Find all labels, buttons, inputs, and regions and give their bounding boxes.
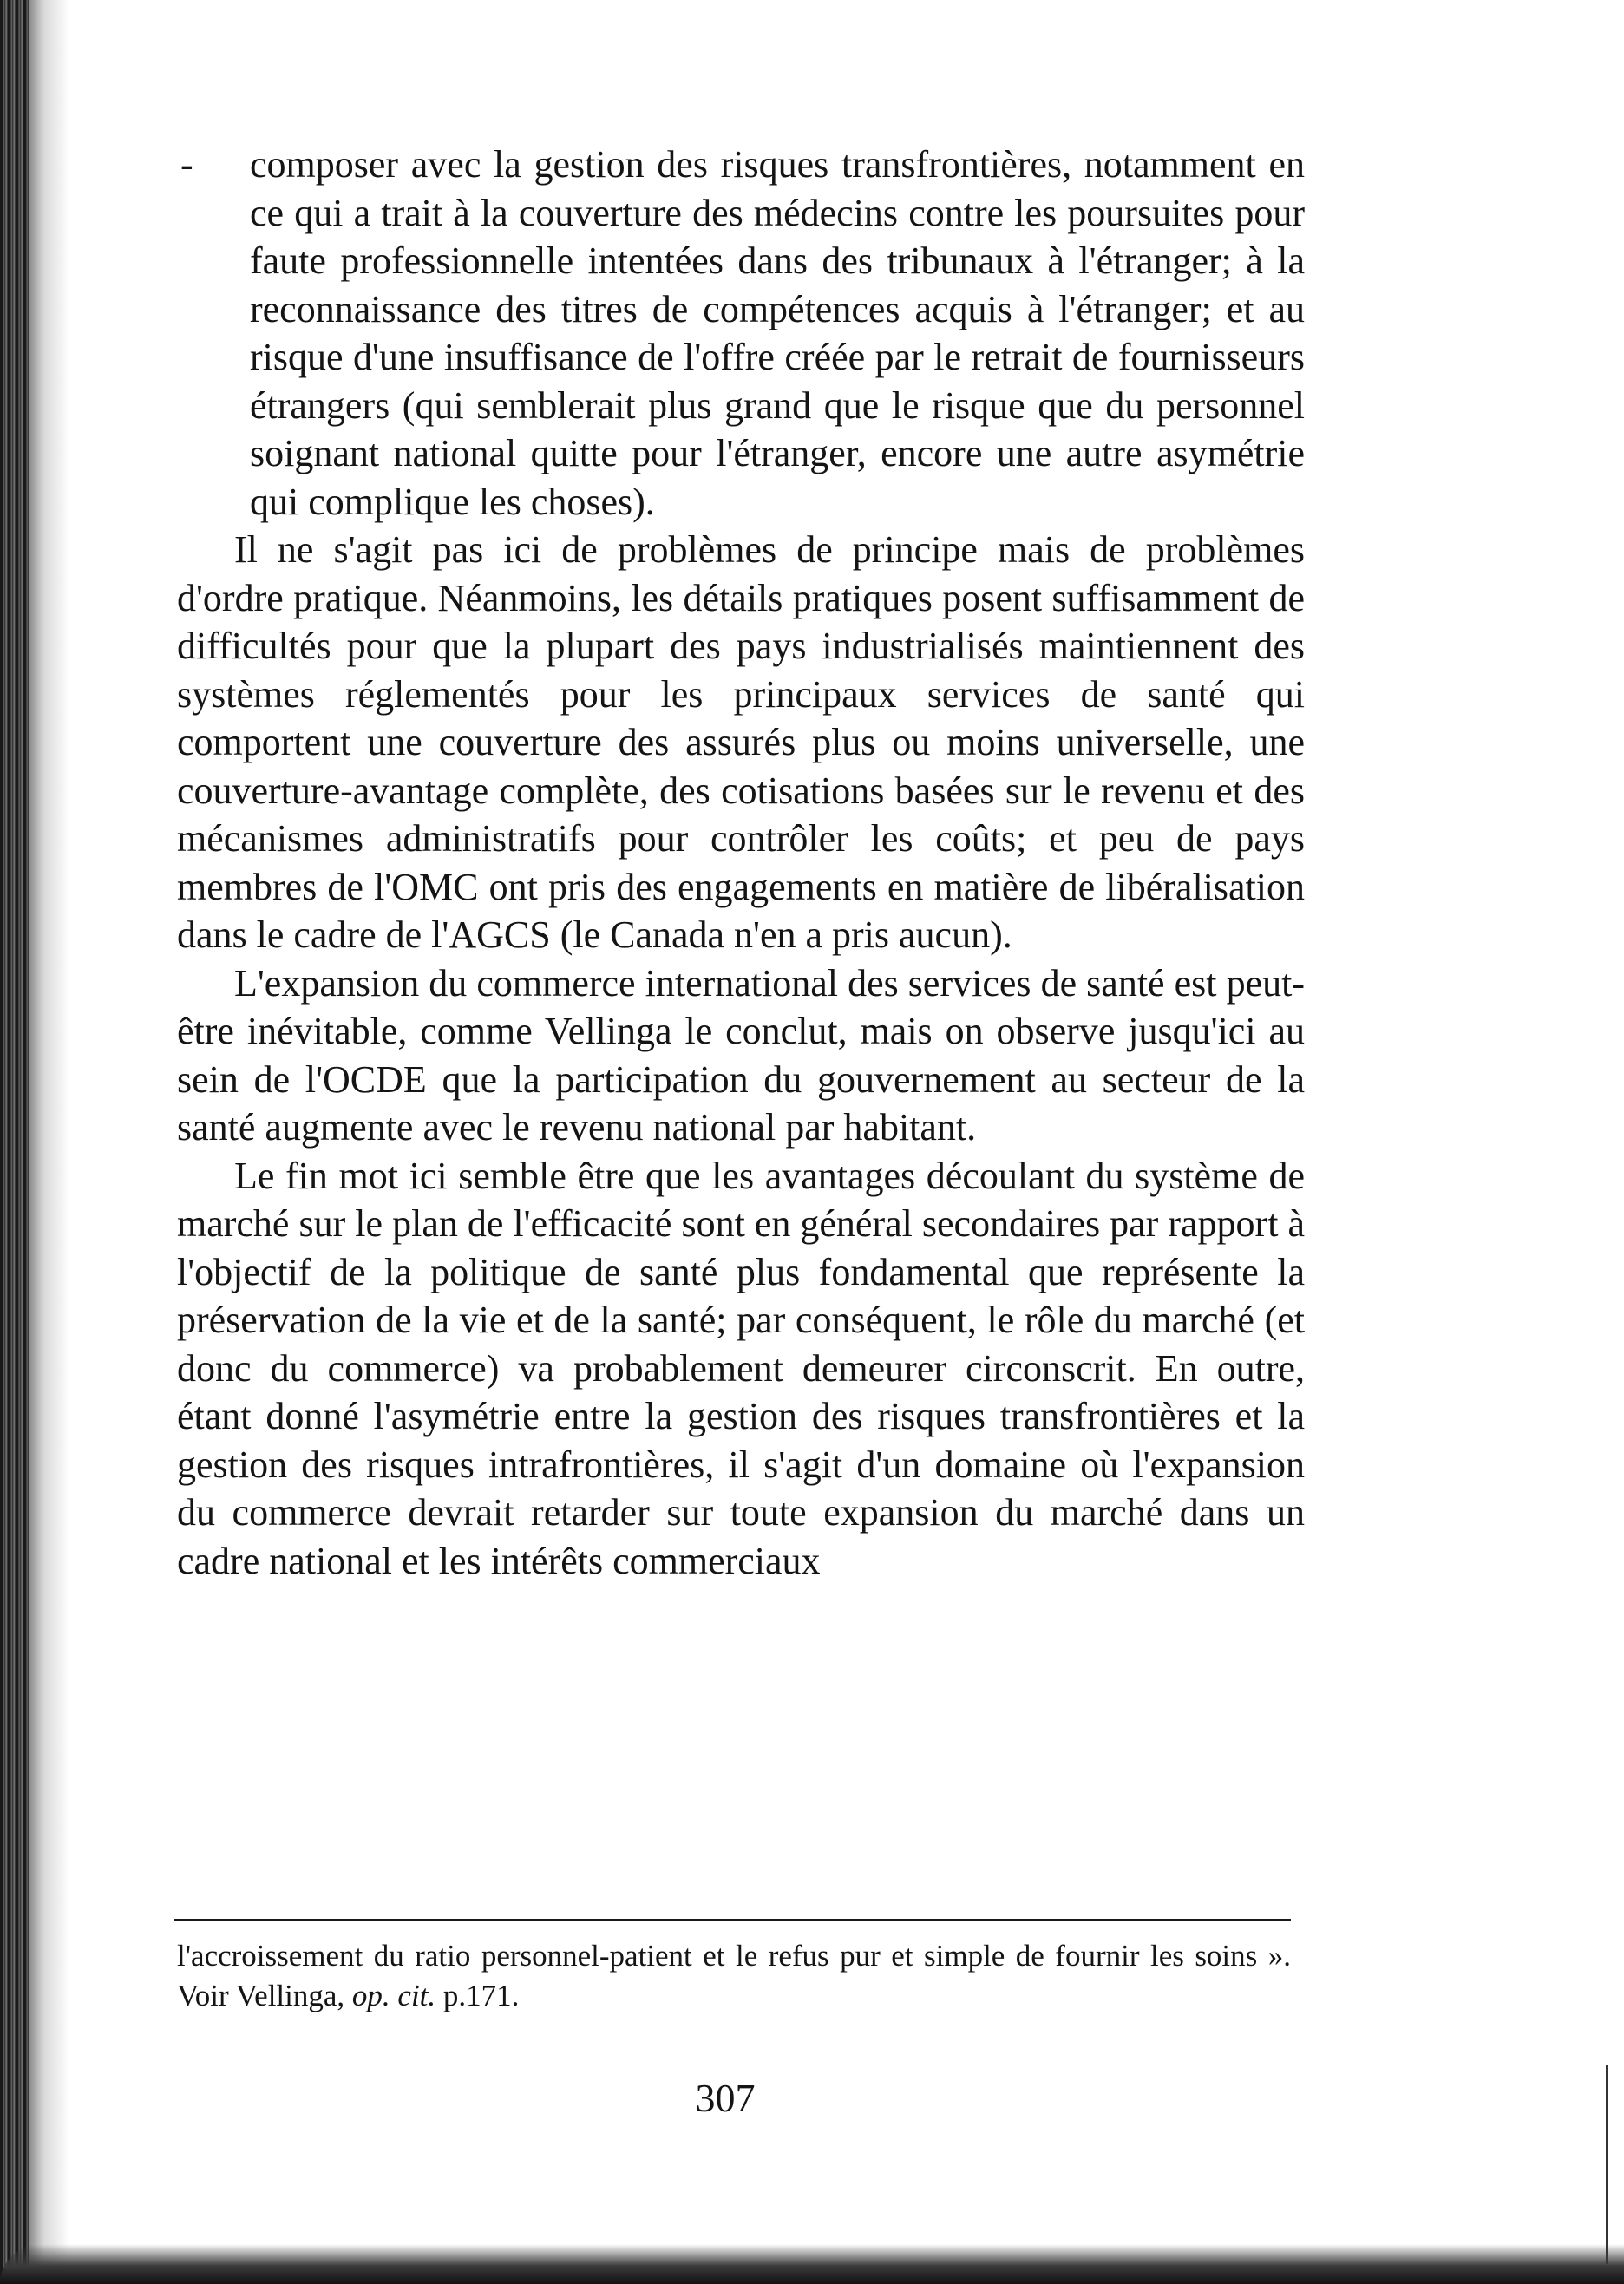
- footnote-text-end: p.171.: [435, 1979, 520, 2012]
- page-number: 307: [695, 2076, 756, 2120]
- footnote-citation-italic: op. cit.: [351, 1979, 436, 2012]
- paragraph-trade-expansion: L'expansion du commerce international des services de santé est peut-être inévitable, comme Vellinga le conclut, mais on observe jusqu'ici au sein de l'OCDE que la participation du gouvernement au secteur de la santé augmente avec le revenu national par habitant.: [177, 961, 1305, 1149]
- book-binding-edge: [0, 0, 29, 2284]
- bullet-marker: -: [180, 143, 193, 186]
- page-edge-line: [1606, 2065, 1608, 2264]
- footnote-text-main: l'accroissement du ratio personnel-patient et le refus pur et simple de fournir les soins ». Voir Vellinga,: [177, 1939, 1291, 2012]
- binding-shadow: [29, 0, 69, 2284]
- page-bottom-shadow: [0, 2244, 1624, 2284]
- body-text: [177, 141, 1305, 1585]
- footnote: [177, 1936, 1291, 2016]
- bullet-item: [177, 141, 1305, 526]
- paragraph-practical-problems: Il ne s'agit pas ici de problèmes de principe mais de problèmes d'ordre pratique. Néanmoins, les détails pratiques posent suffisamment de difficultés pour que la plupart des pays industrialisés maintiennent des systèmes réglementés pour les principaux services de santé qui comportent une couverture des assurés plus ou moins universelle, une couverture-avantage complète, des cotisations basées sur le revenu et des mécanismes administratifs pour contrôler les coûts; et peu de pays membres de l'OMC ont pris des engagements en matière de libéralisation dans le cadre de l'AGCS (le Canada n'en a pris aucun).: [177, 528, 1305, 956]
- footnote-text: [177, 1936, 1291, 2016]
- bullet-text: composer avec la gestion des risques transfrontières, notamment en ce qui a trait à la couverture des médecins contre les poursuites pour faute professionnelle intentées dans des tribunaux à l'étranger; à la reconnaissance des titres de compétences acquis à l'étranger; et au risque d'une insuffisance de l'offre créée par le retrait de fournisseurs étrangers (qui semblerait plus grand que le risque que du personnel soignant national quitte pour l'étranger, encore une autre asymétrie qui complique les choses).: [250, 143, 1305, 523]
- paragraph-conclusion: Le fin mot ici semble être que les avantages découlant du système de marché sur le plan de l'efficacité sont en général secondaires par rapport à l'objectif de la politique de santé plus fondamental que représente la préservation de la vie et de la santé; par conséquent, le rôle du marché (et donc du commerce) va probablement demeurer circonscrit. En outre, étant donné l'asymétrie entre la gestion des risques transfrontières et la gestion des risques intrafrontières, il s'agit d'un domaine où l'expansion du commerce devrait retarder sur toute expansion du marché dans un cadre national et les intérêts commerciaux: [177, 1154, 1305, 1582]
- footnote-divider: [174, 1919, 1291, 1921]
